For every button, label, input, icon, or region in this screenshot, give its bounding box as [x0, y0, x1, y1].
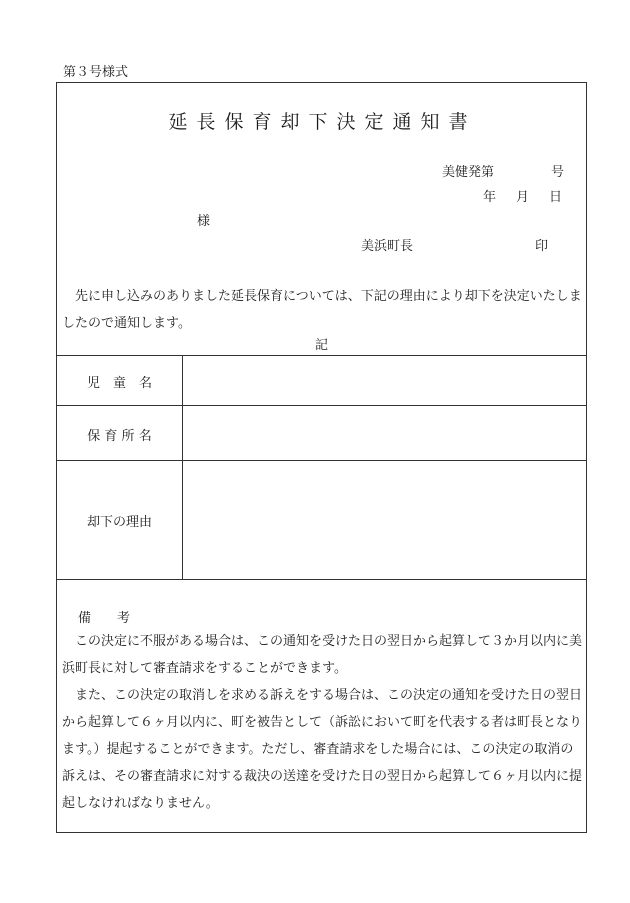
table-bottom-border — [57, 579, 586, 580]
row-divider — [57, 405, 586, 406]
issuer-title: 美浜町長 — [361, 239, 414, 254]
addressee-suffix: 様 — [197, 214, 211, 229]
remarks-paragraph-1: この決定に不服がある場合は、この通知を受けた日の翌日から起算して３か月以内に美浜町長に対して審査請求をすることができます。 — [62, 634, 583, 676]
row-divider — [57, 460, 586, 461]
issuer-seal: 印 — [535, 239, 549, 254]
rejection-reason-label: 却下の理由 — [86, 515, 152, 530]
intro-text: 先に申し込みのありました延長保育については、下記の理由により却下を決定いたしましたので通知します。 — [62, 289, 582, 331]
remarks-body — [62, 628, 585, 817]
form-number: 第３号様式 — [63, 65, 129, 80]
remarks-paragraph-2: また、この決定の取消しを求める訴えをする場合は、この決定の通知を受けた日の翌日から起算して６ヶ月以内に、町を被告として（訴訟において町を代表する者は町長となります。）提起することができます。ただし、審査請求をした場合には、この決定の取消の訴えは、その審査請求に対する裁決の送達を受けた日の翌日から起算して６ヶ月以内に提起しなければなりません。 — [62, 688, 583, 811]
notice-form-frame — [56, 82, 587, 833]
ki-label: 記 — [314, 338, 328, 353]
remarks-heading: 備 考 — [78, 611, 131, 626]
child-name-label: 児 童 名 — [86, 376, 152, 391]
table-top-border — [57, 355, 586, 356]
date-day: 日 — [549, 190, 563, 205]
nursery-name-label: 保 育 所 名 — [87, 429, 152, 444]
table-column-divider — [182, 355, 183, 579]
document-title: 延長保育却下決定通知書 — [168, 111, 477, 133]
date-month: 月 — [516, 190, 530, 205]
doc-number-suffix: 号 — [551, 165, 565, 180]
doc-number-prefix: 美健発第 — [442, 165, 495, 180]
date-year: 年 — [483, 190, 497, 205]
